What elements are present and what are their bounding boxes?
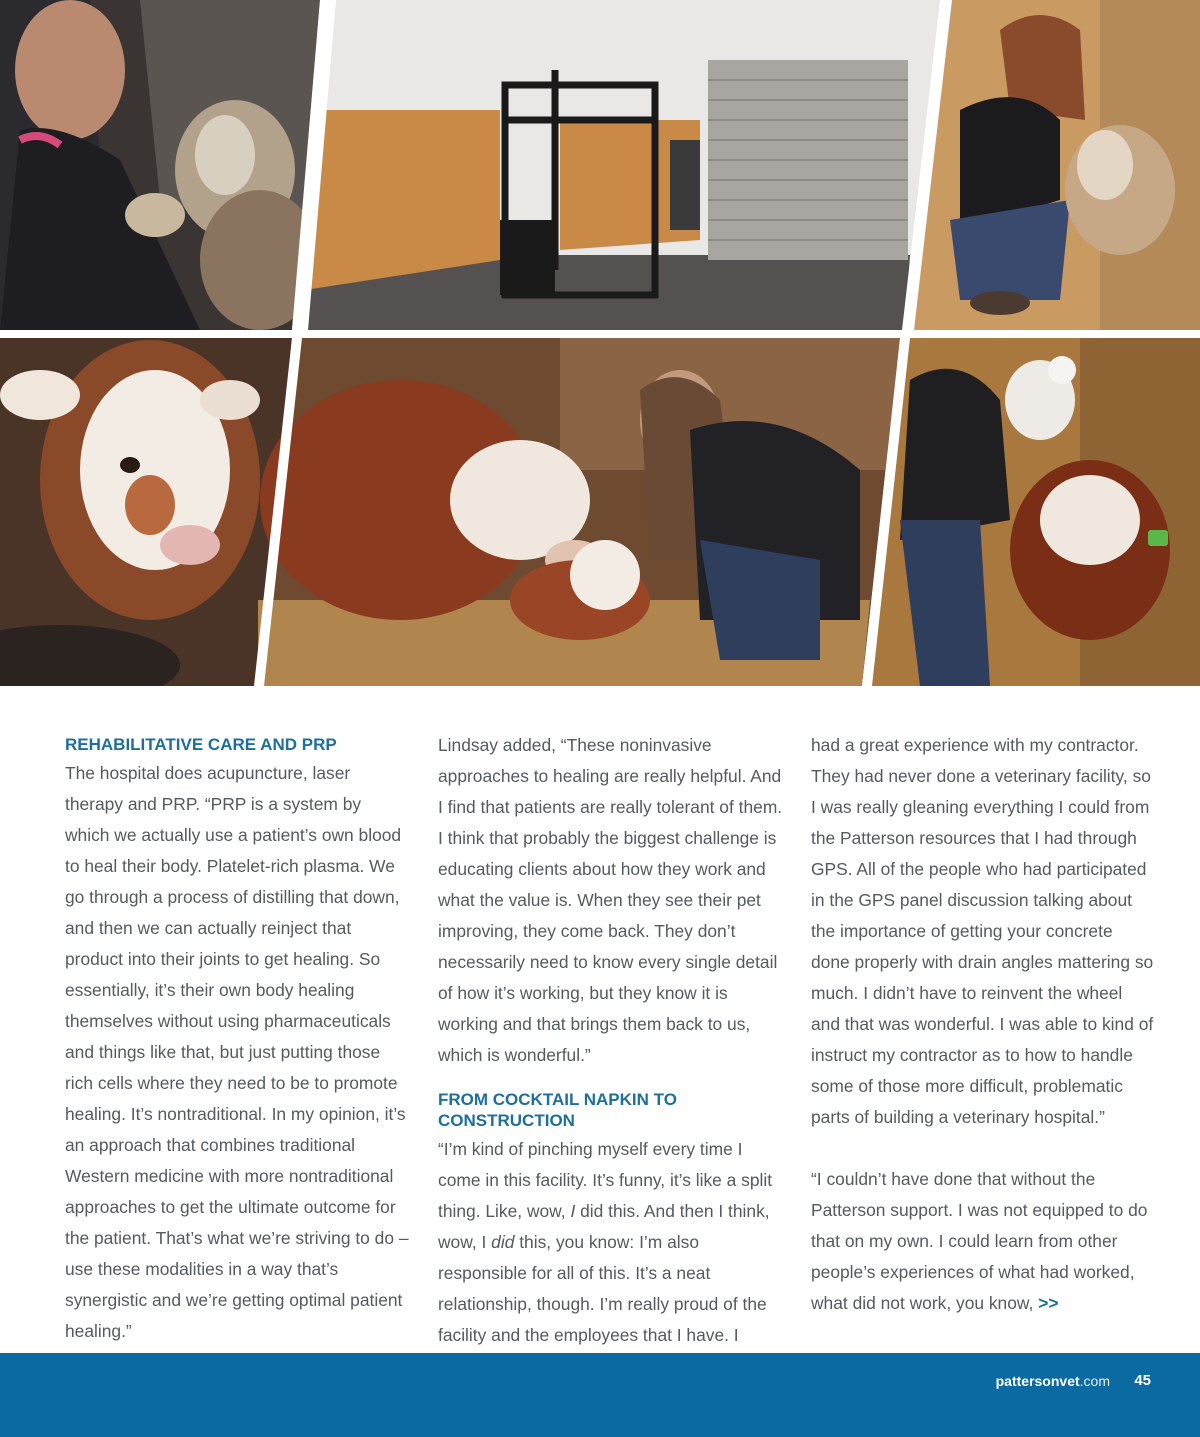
text-run: this, you know: I’m also responsible for all of this. It’s a neat relationship, though. I’m really proud of the facility and the employees that I have. I	[438, 1232, 767, 1345]
page-number: 45	[1134, 1372, 1151, 1389]
paragraph-pinching-myself	[438, 1134, 783, 1351]
emphasis-did: did	[491, 1232, 515, 1252]
photo-woman-with-calf	[868, 338, 1200, 686]
column-2	[438, 730, 783, 1351]
photo-cow-and-newborn-calf	[258, 338, 900, 686]
site-domain: pattersonvet	[995, 1373, 1080, 1389]
continue-arrow-icon: >>	[1038, 1293, 1059, 1313]
text-run: “I couldn’t have done that without the Patterson support. I was not equipped to do that on my own. I could learn from other people’s experiences of what had worked, what did not work, you know,	[811, 1169, 1148, 1313]
paragraph-spacer	[811, 1133, 1156, 1164]
section-heading-cocktail-napkin: FROM COCKTAIL NAPKIN TO CONSTRUCTION	[438, 1090, 677, 1130]
column-3	[811, 730, 1156, 1319]
paragraph-contractor: had a great experience with my contractor. They had never done a veterinary facility, so I was really gleaning everything I could from the Patterson resources that I had through GPS. All of the people who had participated in the GPS panel discussion talking about the importance of getting your concrete done properly with drain angles mattering so much. I didn’t have to reinvent the wheel and that was wonderful. I was able to kind of instruct my contractor as to how to handle some of those more difficult, problematic parts of building a veterinary hospital.”	[811, 735, 1154, 1127]
photo-empty-treatment-stall	[300, 0, 940, 330]
text-run: “I’m kind of pinching myself every time I come in this facility. It’s funny, it’s like a split thing. Like, wow,	[438, 1139, 773, 1221]
paragraph-patterson-support	[811, 1164, 1156, 1319]
site-url[interactable]	[996, 1373, 1110, 1389]
photo-vet-feeding-goat	[0, 0, 320, 330]
article-body	[0, 730, 1200, 1350]
site-tld: .com	[1079, 1373, 1110, 1389]
photo-woman-feeding-goat	[912, 0, 1200, 330]
paragraph-prp: The hospital does acupuncture, laser therapy and PRP. “PRP is a system by which we actually use a patient’s own blood to heal their body. Platelet-rich plasma. We go through a process of distilling that down, and then we can actually reinject that product into their joints to get healing. So essentially, it’s their own body healing themselves without using pharmaceuticals and things like that, but just putting those rich cells where they need to be to promote healing. It’s nontraditional. In my opinion, it’s an approach that combines traditional Western medicine with more nontraditional approaches to get the ultimate outcome for the patient. That’s what we’re striving to do – use these modalities in a way that’s synergistic and we’re getting optimal patient healing.”	[65, 763, 409, 1341]
emphasis-i: I	[570, 1201, 576, 1221]
photo-collage	[0, 0, 1200, 686]
column-1	[65, 730, 410, 1347]
footer-bar	[0, 1353, 1200, 1437]
section-heading-rehabilitative-care: REHABILITATIVE CARE AND PRP	[65, 735, 337, 754]
paragraph-lindsay-quote: Lindsay added, “These noninvasive approaches to healing are really helpful. And I find that patients are really tolerant of them. I think that probably the biggest challenge is educating clients about how they work and what the value is. When they see their pet improving, they come back. They don’t necessarily need to know every single detail of how it’s working, but they know it is working and that brings them back to us, which is wonderful.”	[438, 735, 783, 1065]
text-run: did this. And then I think, wow, I	[438, 1201, 770, 1252]
photo-hereford-calf-closeup	[0, 338, 292, 686]
